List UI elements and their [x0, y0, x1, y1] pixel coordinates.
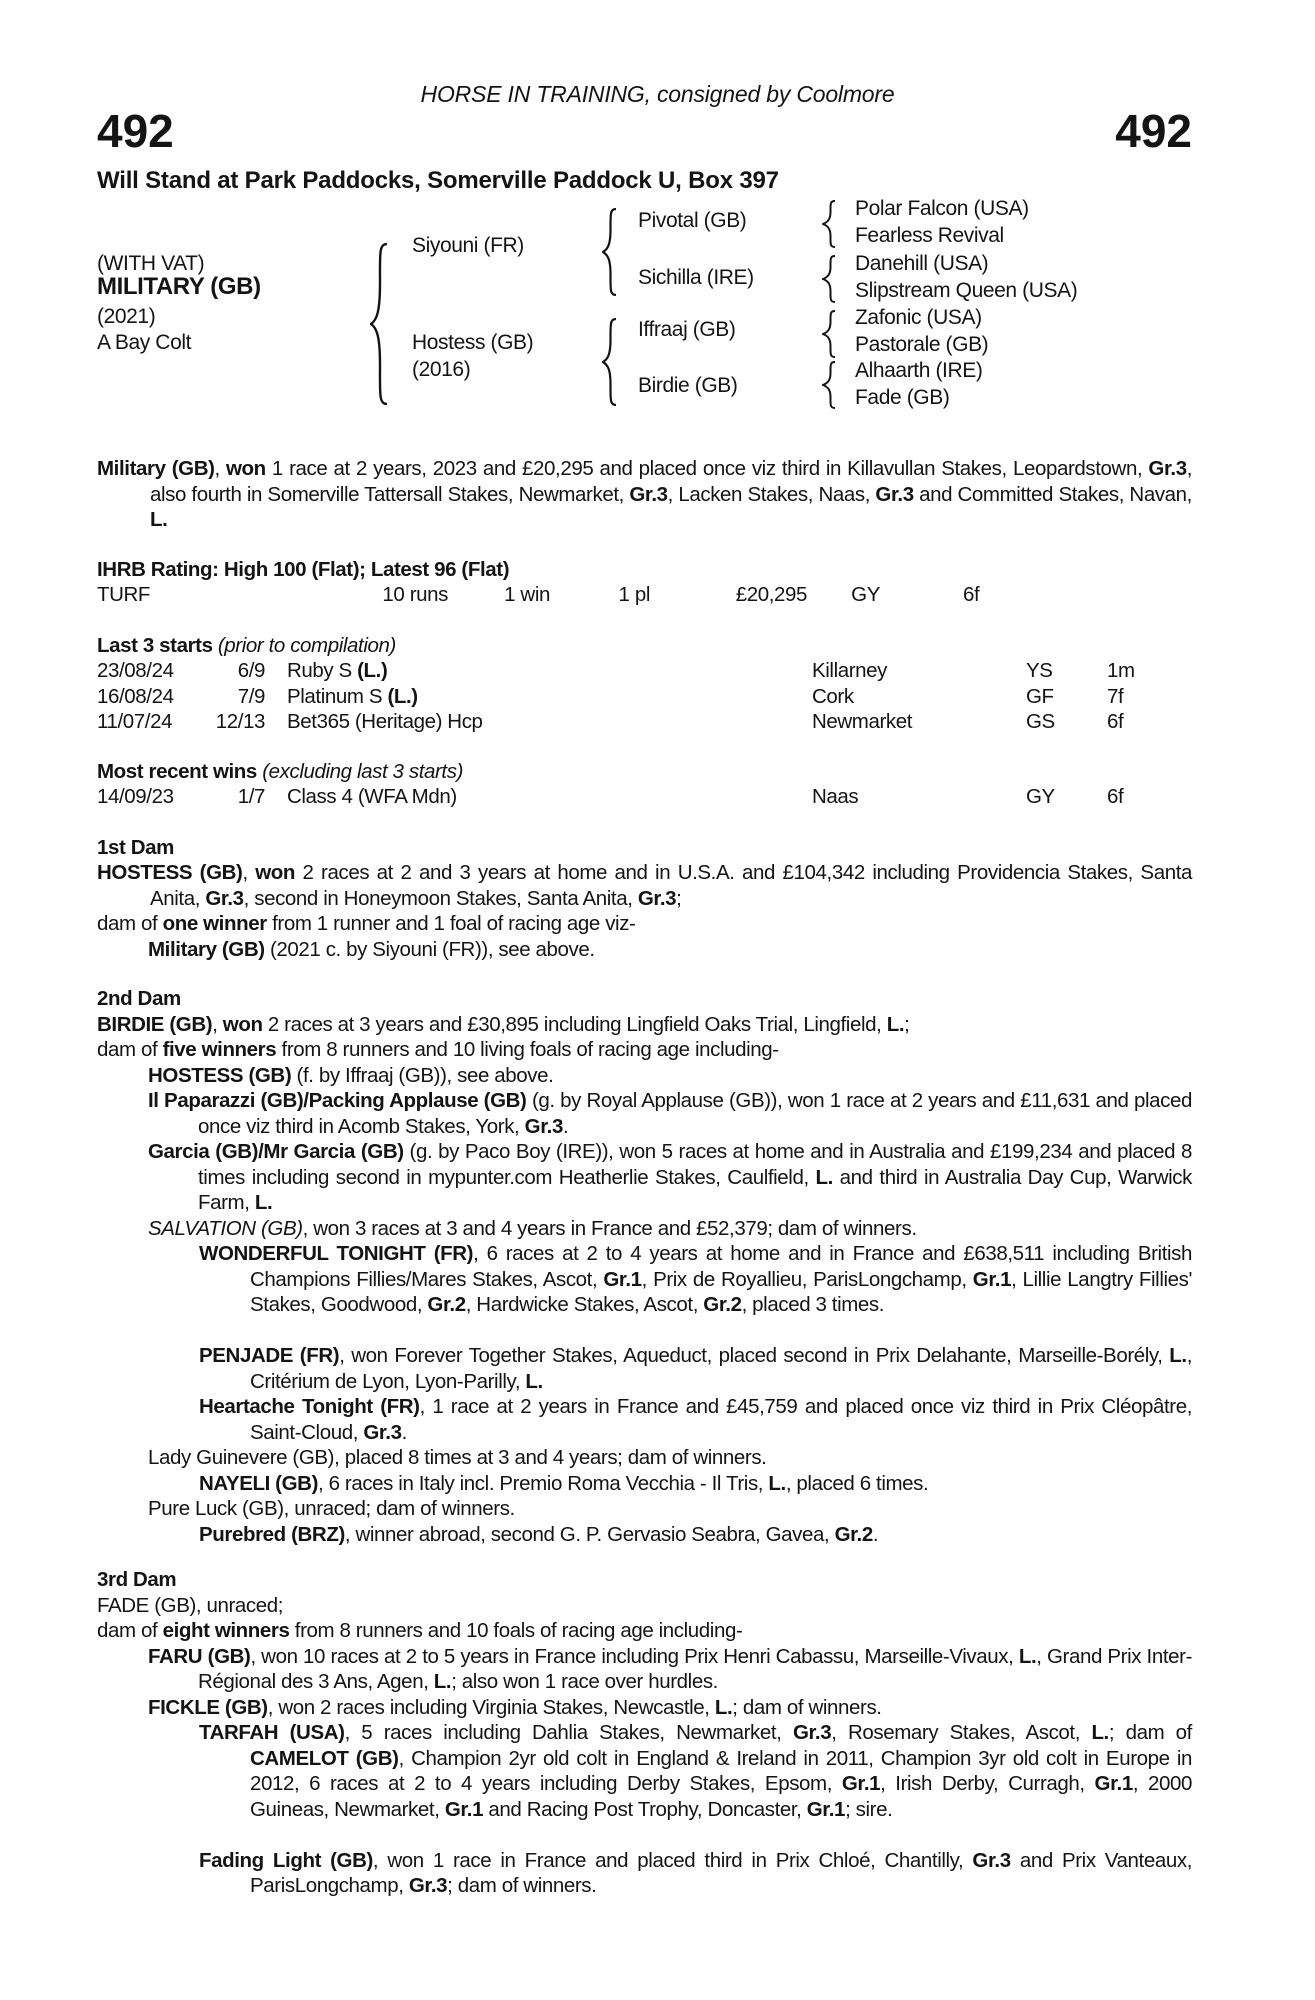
g4-dam-sire-sire: Zafonic (USA)	[855, 306, 982, 329]
start-date: 11/07/24	[97, 710, 173, 733]
dam-paragraph: FARU (GB), won 10 races at 2 to 5 years in France including Prix Henri Cabassu, Marseille-Vivaux, L., Grand Prix Inter-Régional des 3 Ans, Agen, L.; also won 1 race over hurdles.	[148, 1644, 1192, 1693]
first-dam-heading: 1st Dam	[97, 835, 174, 859]
win-position: 1/7	[237, 785, 265, 808]
start-course: Killarney	[812, 659, 888, 682]
dam-paragraph: NAYELI (GB), 6 races in Italy incl. Premio Roma Vecchia - Il Tris, L., placed 6 times.	[199, 1471, 929, 1495]
start-going: GS	[1026, 710, 1055, 733]
rating-stats-row	[97, 582, 1192, 608]
last-3-starts-subtitle: (prior to compilation)	[217, 633, 396, 657]
dam-paragraph: Military (GB) (2021 c. by Siyouni (FR)), see above.	[148, 937, 595, 961]
most-recent-wins-section	[97, 759, 1192, 810]
rating-runs: 10 runs	[382, 583, 448, 606]
lot-number-left: 492	[97, 105, 174, 157]
start-race: Platinum S (L.)	[287, 684, 418, 708]
dam-paragraph: Purebred (BRZ), winner abroad, second G. P. Gervasio Seabra, Gavea, Gr.2.	[199, 1522, 879, 1546]
dam-paragraph: BIRDIE (GB), won 2 races at 3 years and £30,895 including Lingfield Oaks Trial, Lingfield, L.;	[97, 1012, 910, 1036]
dam-paragraph: WONDERFUL TONIGHT (FR), 6 races at 2 to 4 years at home and in France and £638,511 including British Champions Fillies/Mares Stakes, Ascot, Gr.1, Prix de Royallieu, ParisLongchamp, Gr.1, Lillie Langtry Fillies' Stakes, Goodwood, Gr.2, Hardwicke Stakes, Ascot, Gr.2, placed 3 times.	[199, 1242, 1192, 1316]
dam-year: (2016)	[412, 358, 471, 381]
most-recent-wins-subtitle: (excluding last 3 starts)	[262, 759, 463, 783]
g4-sire-dam-dam: Slipstream Queen (USA)	[855, 279, 1078, 302]
start-distance: 6f	[1107, 710, 1124, 733]
win-distance: 6f	[1107, 785, 1124, 808]
dam-paragraph: Heartache Tonight (FR), 1 race at 2 years in France and £45,759 and placed once viz third in Prix Cléopâtre, Saint-Cloud, Gr.3.	[199, 1395, 1192, 1444]
g4-dam-dam-dam: Fade (GB)	[855, 386, 950, 409]
lot-number-right: 492	[1115, 105, 1192, 157]
g4-sire-sire-sire: Polar Falcon (USA)	[855, 197, 1029, 220]
g4-dam-sire-dam: Pastorale (GB)	[855, 333, 989, 356]
start-going: YS	[1026, 659, 1053, 682]
third-dam-heading: 3rd Dam	[97, 1568, 177, 1591]
second-dam-section	[97, 986, 1192, 1547]
dam-paragraph: Fading Light (GB), won 1 race in France and placed third in Prix Chloé, Chantilly, Gr.3 and Prix Vanteaux, ParisLongchamp, Gr.3; dam of winners.	[199, 1848, 1192, 1897]
pedigree-brace-g3-1	[822, 200, 837, 248]
dam-paragraph: PENJADE (FR), won Forever Together Stakes, Aqueduct, placed second in Prix Delahante, Marseille-Borély, L., Critérium de Lyon, Lyon-Parilly, L.	[199, 1344, 1193, 1393]
dam-paragraph: dam of five winners from 8 runners and 10 living foals of racing age including-	[97, 1038, 779, 1061]
rating-heading: IHRB Rating: High 100 (Flat); Latest 96 (Flat)	[97, 557, 510, 581]
pedigree-brace-sire	[602, 208, 618, 296]
third-dam-section	[97, 1567, 1192, 1899]
start-position: 6/9	[237, 659, 265, 682]
pedigree-brace-g3-3	[822, 310, 837, 358]
g4-dam-dam-sire: Alhaarth (IRE)	[855, 359, 983, 382]
dam-paragraph: FICKLE (GB), won 2 races including Virginia Stakes, Newcastle, L.; dam of winners.	[148, 1695, 882, 1719]
g4-sire-dam-sire: Danehill (USA)	[855, 252, 989, 275]
dam-paragraph: Lady Guinevere (GB), placed 8 times at 3 and 4 years; dam of winners.	[148, 1446, 767, 1469]
rating-going: GY	[851, 583, 880, 606]
rating-section	[97, 557, 1192, 608]
win-course: Naas	[812, 785, 859, 808]
win-race: Class 4 (WFA Mdn)	[287, 785, 457, 808]
rating-surface: TURF	[97, 583, 151, 606]
dam-paragraph: TARFAH (USA), 5 races including Dahlia Stakes, Newmarket, Gr.3, Rosemary Stakes, Ascot, L.; dam of CAMELOT (GB), Champion 2yr old colt in England & Ireland in 2011, Champion 3yr old colt in Europe in 2012, 6 races at 2 to 4 years including Derby Stakes, Epsom, Gr.1, Irish Derby, Curragh, Gr.1, 2000 Guineas, Newmarket, Gr.1 and Racing Post Trophy, Doncaster, Gr.1; sire.	[199, 1721, 1192, 1821]
vat-note: (WITH VAT)	[97, 252, 205, 275]
start-position: 7/9	[237, 684, 265, 708]
start-course: Newmarket	[812, 710, 913, 733]
pedigree-brace-dam	[602, 318, 618, 406]
start-race: Bet365 (Heritage) Hcp	[287, 710, 483, 733]
pedigree-brace-gen1	[370, 243, 390, 405]
win-date: 14/09/23	[97, 785, 174, 808]
first-dam-section	[97, 835, 1192, 963]
start-distance: 1m	[1107, 659, 1135, 682]
dam-paragraph: HOSTESS (GB), won 2 races at 2 and 3 years at home and in U.S.A. and £104,342 including Providencia Stakes, Santa Anita, Gr.3, second in Honeymoon Stakes, Santa Anita, Gr.3;	[97, 861, 1192, 910]
g4-sire-sire-dam: Fearless Revival	[855, 224, 1004, 247]
dam-name: Hostess (GB)	[412, 331, 534, 354]
sire-sire-name: Pivotal (GB)	[638, 209, 747, 232]
last-3-starts-title: Last 3 starts	[97, 633, 213, 657]
sire-dam-name: Sichilla (IRE)	[638, 266, 754, 289]
dam-paragraph: dam of one winner from 1 runner and 1 foal of racing age viz-	[97, 912, 636, 935]
most-recent-wins-heading	[97, 759, 1192, 785]
table-row	[97, 709, 1192, 735]
start-going: GF	[1026, 684, 1054, 708]
start-date: 16/08/24	[97, 684, 174, 708]
horse-year: (2021)	[97, 305, 156, 328]
consignment-line: HORSE IN TRAINING, consigned by Coolmore	[420, 81, 895, 107]
dam-dam-name: Birdie (GB)	[638, 374, 738, 397]
rating-places: 1 pl	[618, 583, 650, 606]
dam-paragraph: HOSTESS (GB) (f. by Iffraaj (GB)), see above.	[148, 1063, 554, 1087]
stand-location-line: Will Stand at Park Paddocks, Somerville Paddock U, Box 397	[97, 167, 779, 194]
dam-paragraph: Garcia (GB)/Mr Garcia (GB) (g. by Paco Boy (IRE)), won 5 races at home and in Australia and £199,234 and placed 8 times including second in mypunter.com Heatherlie Stakes, Caulfield, L. and third in Australia Day Cup, Warwick Farm, L.	[148, 1140, 1193, 1214]
most-recent-wins-title: Most recent wins	[97, 759, 257, 783]
horse-colour-sex: A Bay Colt	[97, 331, 192, 354]
table-row	[97, 684, 1192, 710]
table-row	[97, 784, 1192, 810]
dam-paragraph: dam of eight winners from 8 runners and 10 foals of racing age including-	[97, 1619, 743, 1642]
rating-distance: 6f	[963, 583, 980, 606]
race-record-summary: Military (GB), won 1 race at 2 years, 2023 and £20,295 and placed once viz third in Killavullan Stakes, Leopardstown, Gr.3, also fourth in Somerville Tattersall Stakes, Newmarket, Gr.3, Lacken Stakes, Naas, Gr.3 and Committed Stakes, Navan, L.	[97, 457, 1192, 531]
start-course: Cork	[812, 684, 854, 708]
table-row	[97, 658, 1192, 684]
horse-name: MILITARY (GB)	[97, 273, 261, 300]
start-date: 23/08/24	[97, 659, 174, 682]
last-3-starts-section	[97, 633, 1192, 735]
pedigree-chart	[0, 0, 1315, 440]
dam-sire-name: Iffraaj (GB)	[638, 318, 736, 341]
dam-paragraph: Il Paparazzi (GB)/Packing Applause (GB) (g. by Royal Applause (GB)), won 1 race at 2 years and £11,631 and placed once viz third in Acomb Stakes, York, Gr.3.	[148, 1089, 1192, 1138]
pedigree-brace-g3-4	[822, 361, 837, 409]
catalogue-body	[97, 456, 1192, 1899]
last-3-starts-heading	[97, 633, 1192, 659]
start-race: Ruby S (L.)	[287, 659, 388, 682]
win-going: GY	[1026, 785, 1055, 808]
pedigree-brace-g3-2	[822, 255, 837, 303]
sire-name: Siyouni (FR)	[412, 234, 524, 257]
start-distance: 7f	[1107, 684, 1124, 708]
rating-wins: 1 win	[504, 583, 550, 606]
dam-paragraph: FADE (GB), unraced;	[97, 1593, 284, 1617]
start-position: 12/13	[215, 710, 265, 733]
second-dam-heading: 2nd Dam	[97, 987, 181, 1010]
rating-earnings: £20,295	[735, 583, 807, 606]
dam-paragraph: SALVATION (GB), won 3 races at 3 and 4 years in France and £52,379; dam of winners.	[148, 1216, 917, 1240]
dam-paragraph: Pure Luck (GB), unraced; dam of winners.	[148, 1497, 515, 1520]
